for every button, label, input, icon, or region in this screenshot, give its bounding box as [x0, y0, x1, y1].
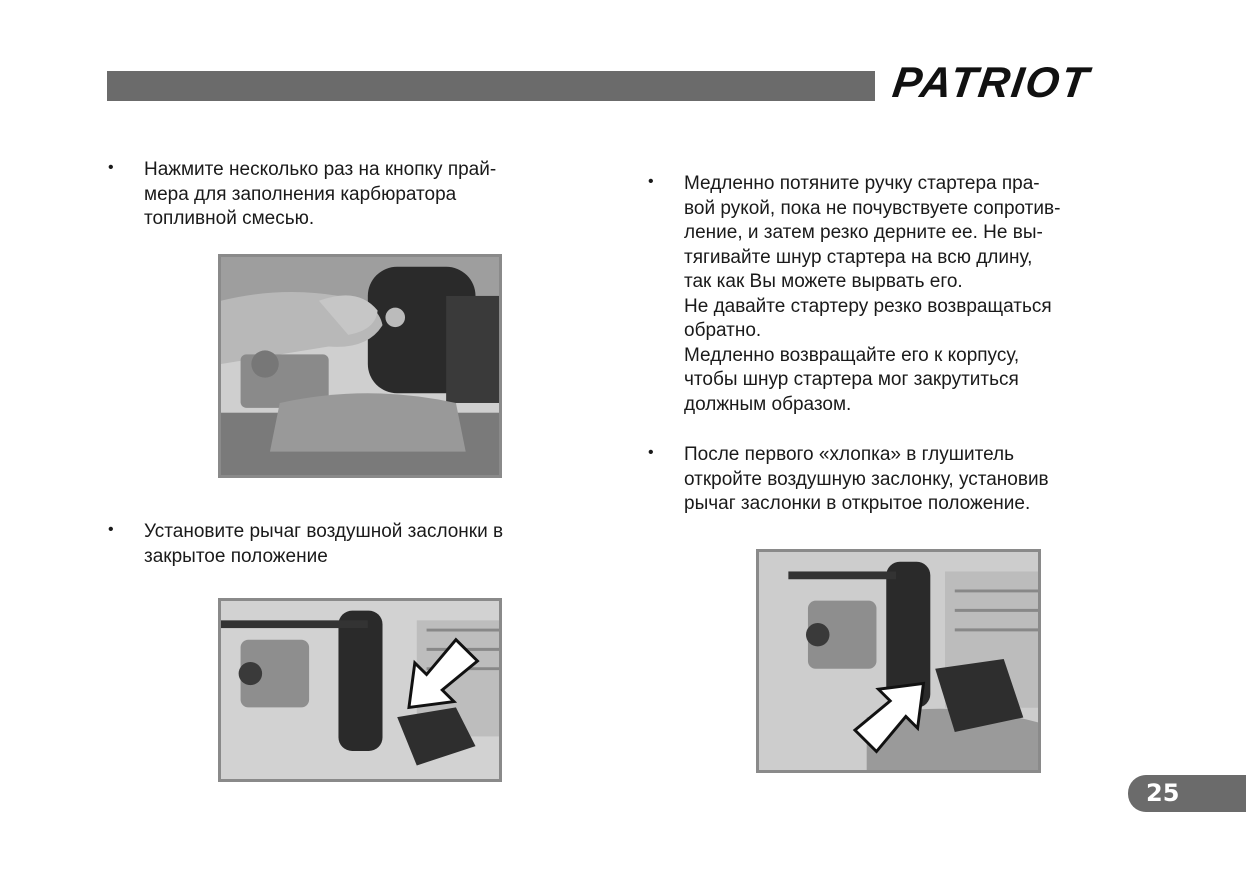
text-line: должным образом.	[684, 393, 852, 415]
text-line: рычаг заслонки в открытое положение.	[684, 493, 1031, 514]
header-bar	[107, 71, 875, 101]
instruction-text	[144, 520, 584, 569]
text-line: Нажмите несколько раз на кнопку прай-	[144, 159, 497, 180]
instruction-text	[144, 158, 584, 232]
text-line: мера для заполнения карбюратора	[144, 183, 457, 205]
text-line: После первого «хлопка» в глушитель	[684, 444, 1014, 465]
text-line: ление, и затем резко дерните ее. Не вы-	[684, 222, 1043, 243]
text-line: откройте воздушную заслонку, установив	[684, 468, 1049, 490]
text-line: чтобы шнур стартера мог закрутиться	[684, 369, 1019, 390]
text-line: так как Вы можете вырвать его.	[684, 271, 963, 292]
photo-primer-press	[218, 254, 502, 478]
bullet-marker: •	[108, 521, 114, 538]
text-line: закрытое положение	[144, 545, 328, 567]
text-line: вой рукой, пока не почувствуете сопротив-	[684, 197, 1061, 219]
text-line: топливной смесью.	[144, 208, 315, 229]
page-number-tab	[1128, 775, 1246, 812]
text-line: Медленно потяните ручку стартера пра-	[684, 173, 1040, 194]
instruction-text	[684, 443, 1124, 517]
instruction-text	[684, 172, 1124, 417]
page-number: 25	[1146, 779, 1180, 807]
text-line: тягивайте шнур стартера на всю длину,	[684, 246, 1033, 268]
text-line: обратно.	[684, 320, 762, 341]
text-line: Не давайте стартеру резко возвращаться	[684, 295, 1052, 317]
brand-logo: PATRIOT	[889, 59, 1093, 107]
photo-choke-open	[756, 549, 1041, 773]
text-line: Медленно возвращайте его к корпусу,	[684, 344, 1020, 366]
photo-choke-closed	[218, 598, 502, 782]
bullet-marker: •	[108, 159, 114, 176]
bullet-marker: •	[648, 173, 654, 190]
text-line: Установите рычаг воздушной заслонки в	[144, 521, 504, 542]
bullet-marker: •	[648, 444, 654, 461]
